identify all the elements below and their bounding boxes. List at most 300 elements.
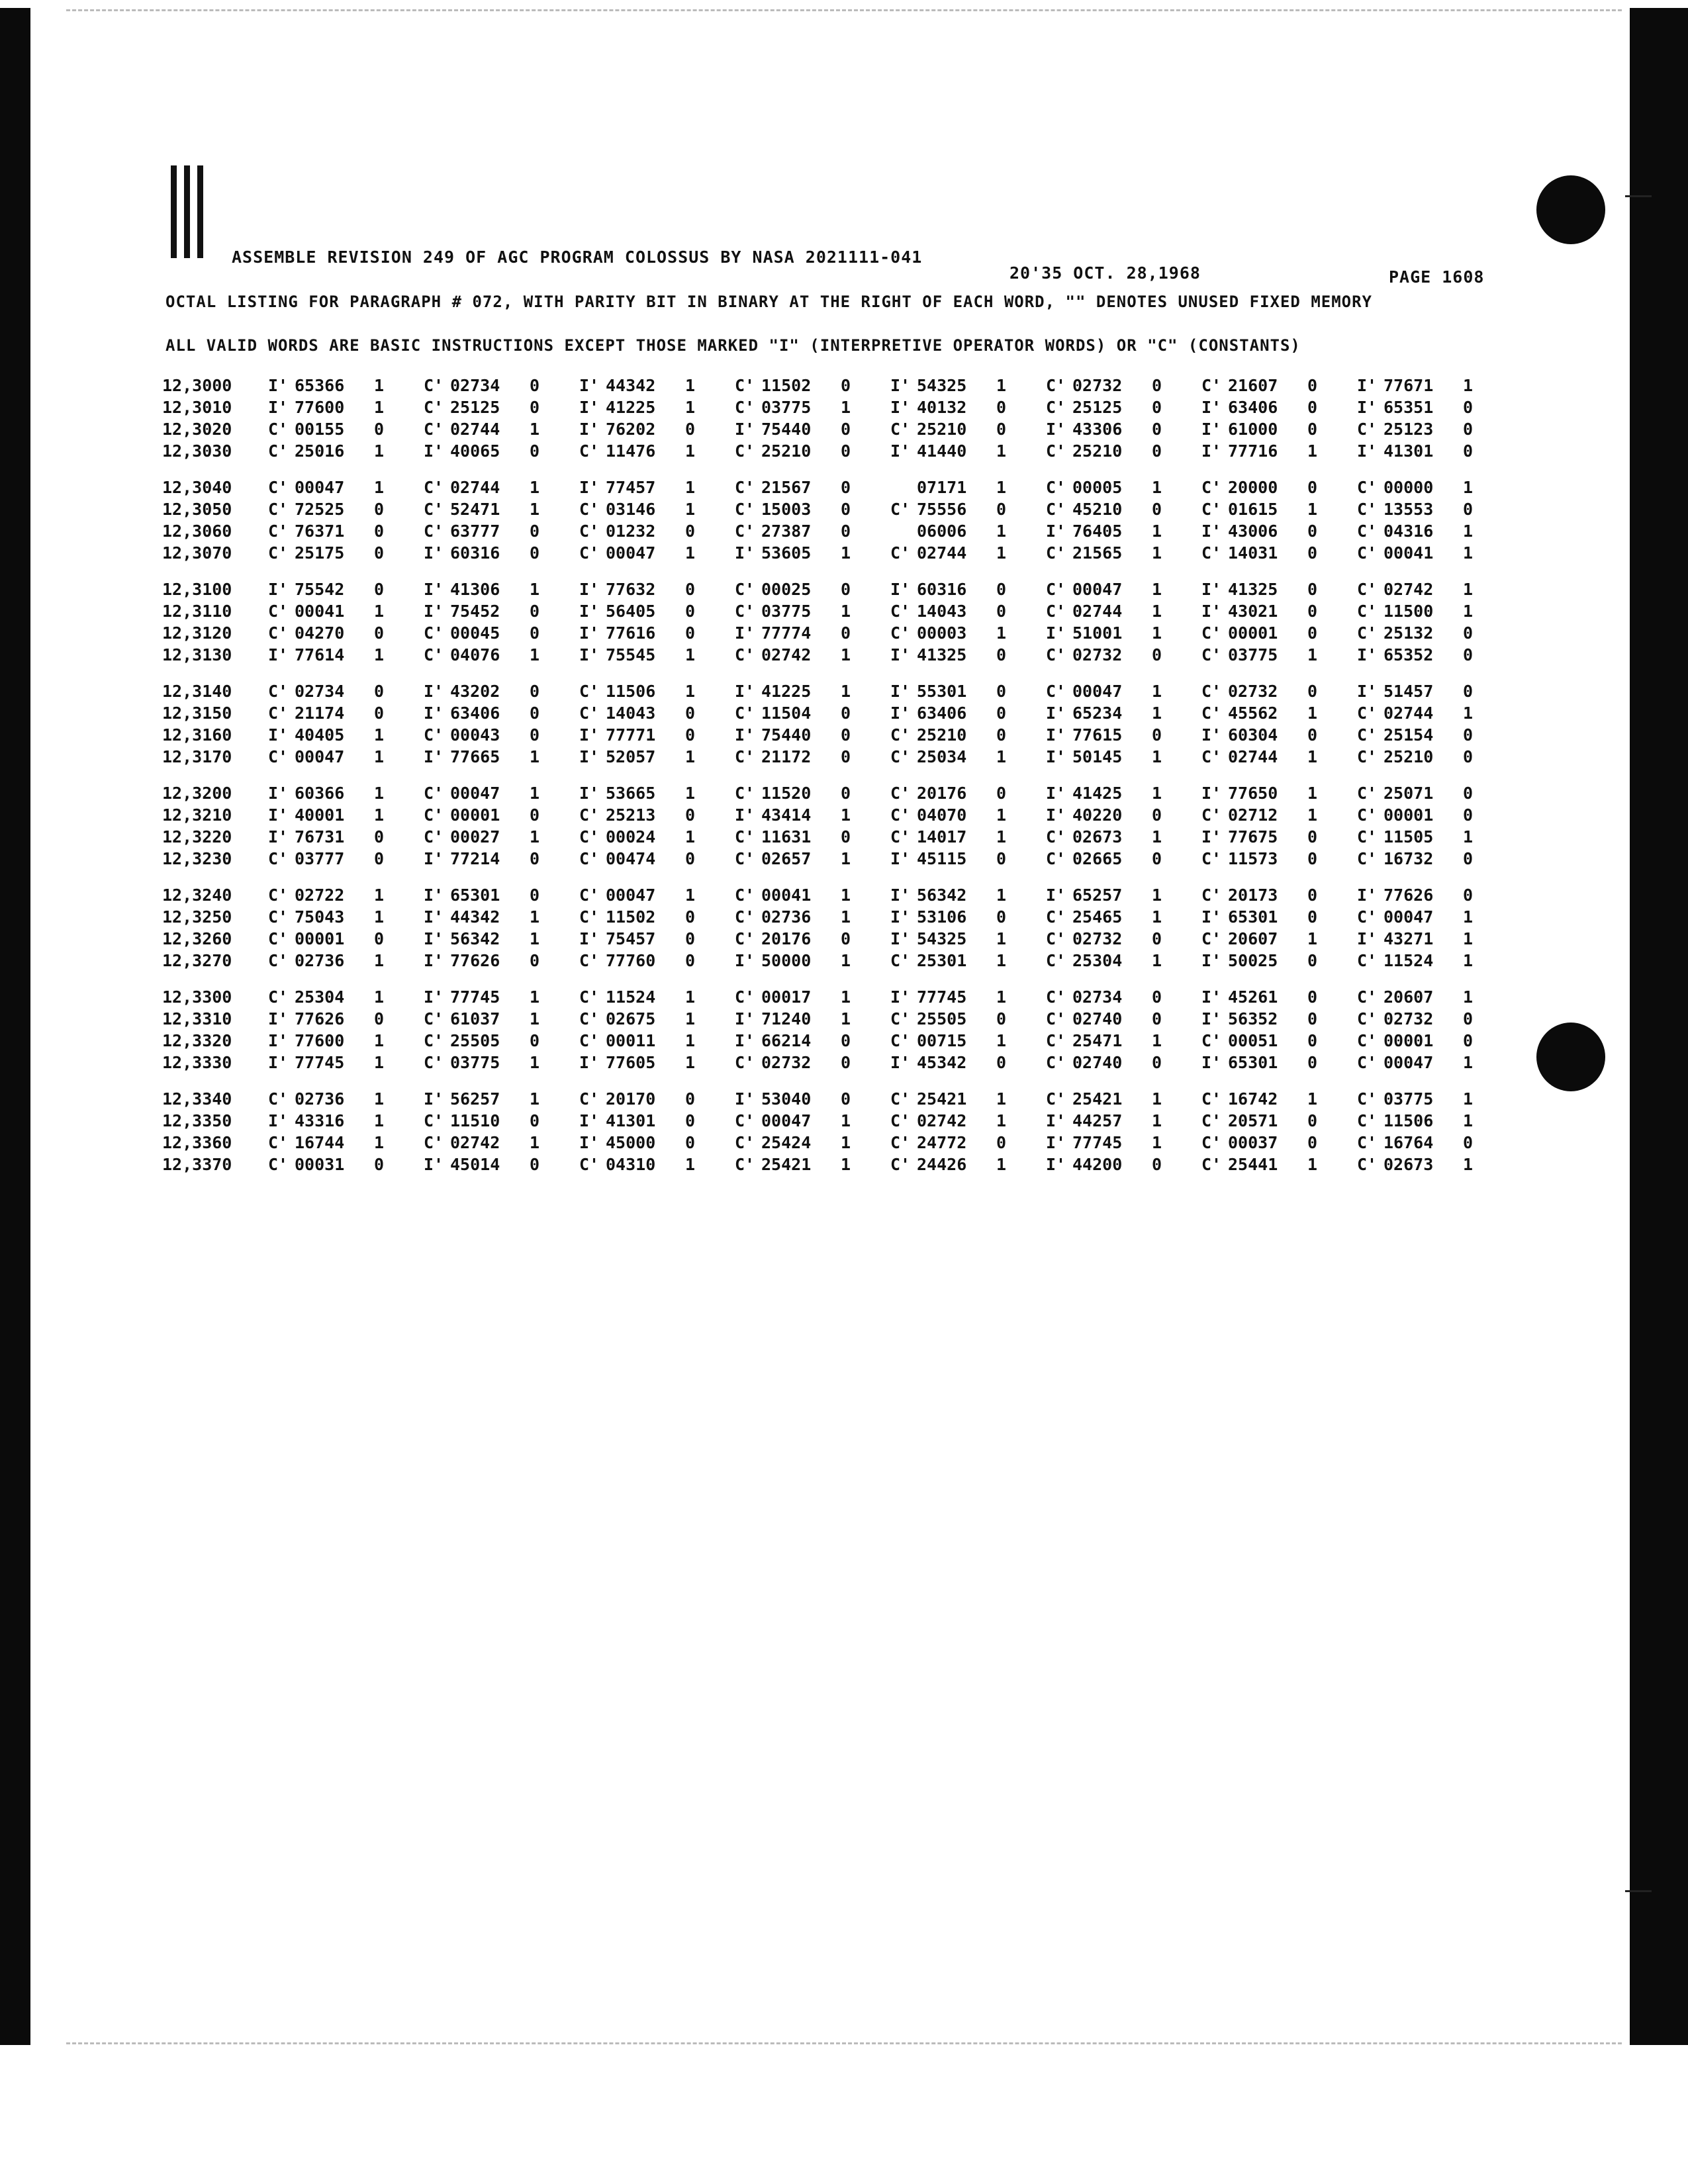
octal-value: 25304 xyxy=(1072,951,1123,970)
word-type-marker: C' xyxy=(268,522,289,541)
parity-bit: 1 xyxy=(1152,623,1162,643)
word-type-marker: I' xyxy=(579,929,600,948)
word-type-marker: I' xyxy=(1046,784,1066,803)
octal-value: 25210 xyxy=(1072,441,1123,461)
octal-word xyxy=(735,1089,890,1109)
octal-value: 77614 xyxy=(295,645,345,664)
octal-word xyxy=(579,1009,735,1028)
parity-bit: 0 xyxy=(841,704,851,723)
octal-value: 00041 xyxy=(1383,543,1434,563)
octal-value: 00001 xyxy=(1228,623,1278,643)
listing-block xyxy=(162,782,1513,870)
word-type-marker: C' xyxy=(735,441,755,461)
parity-bit: 0 xyxy=(1463,441,1474,461)
listing-row xyxy=(162,680,1513,702)
word-type-marker: I' xyxy=(890,907,911,927)
parity-bit: 1 xyxy=(1152,747,1162,766)
octal-word xyxy=(424,907,579,927)
parity-bit: 0 xyxy=(841,580,851,599)
octal-value: 11502 xyxy=(761,376,812,395)
listing-row xyxy=(162,375,1513,396)
octal-value: 41325 xyxy=(1228,580,1278,599)
octal-value: 03775 xyxy=(450,1053,500,1072)
word-type-marker: C' xyxy=(268,602,289,621)
parity-bit: 0 xyxy=(530,886,540,905)
parity-bit: 1 xyxy=(685,886,696,905)
word-type-marker: I' xyxy=(424,849,444,868)
octal-value: 65234 xyxy=(1072,704,1123,723)
parity-bit: 0 xyxy=(1307,907,1318,927)
octal-value: 77760 xyxy=(606,951,656,970)
parity-bit: 0 xyxy=(374,522,385,541)
word-type-marker: C' xyxy=(1201,500,1222,519)
octal-word xyxy=(579,376,735,395)
octal-value: 21567 xyxy=(761,478,812,497)
octal-value: 25071 xyxy=(1383,784,1434,803)
octal-value: 40065 xyxy=(450,441,500,461)
octal-word xyxy=(735,849,890,868)
word-type-marker: I' xyxy=(735,623,755,643)
word-type-marker: C' xyxy=(268,623,289,643)
listing-row xyxy=(162,804,1513,826)
octal-word xyxy=(735,1053,890,1072)
parity-bit: 0 xyxy=(1307,1009,1318,1028)
octal-word xyxy=(1357,725,1513,745)
octal-value: 25210 xyxy=(917,725,967,745)
octal-word xyxy=(1201,805,1357,825)
parity-bit: 1 xyxy=(685,398,696,417)
octal-word xyxy=(579,398,735,417)
word-type-marker: I' xyxy=(1046,623,1066,643)
parity-bit: 1 xyxy=(685,987,696,1007)
octal-word xyxy=(890,1053,1046,1072)
parity-bit: 0 xyxy=(530,951,540,970)
right-scan-edge xyxy=(1630,8,1688,2045)
parity-bit: 1 xyxy=(1152,602,1162,621)
parity-bit: 0 xyxy=(530,1111,540,1130)
octal-word xyxy=(268,951,424,970)
parity-bit: 0 xyxy=(685,602,696,621)
octal-word xyxy=(579,805,735,825)
octal-value: 77745 xyxy=(917,987,967,1007)
octal-value: 16764 xyxy=(1383,1133,1434,1152)
word-type-marker: I' xyxy=(890,1053,911,1072)
word-type-marker: I' xyxy=(1046,805,1066,825)
octal-value: 01615 xyxy=(1228,500,1278,519)
parity-bit: 0 xyxy=(1307,1053,1318,1072)
word-type-marker: I' xyxy=(1201,987,1222,1007)
parity-bit: 0 xyxy=(1152,500,1162,519)
octal-word xyxy=(268,747,424,766)
parity-bit: 0 xyxy=(1463,725,1474,745)
octal-value: 02673 xyxy=(1383,1155,1434,1174)
octal-word xyxy=(268,805,424,825)
octal-value: 00047 xyxy=(1072,682,1123,701)
parity-bit: 0 xyxy=(1463,784,1474,803)
octal-word xyxy=(1357,580,1513,599)
octal-word xyxy=(735,522,890,541)
parity-bit: 0 xyxy=(1307,1031,1318,1050)
listing-row xyxy=(162,1088,1513,1110)
parity-bit: 0 xyxy=(374,1009,385,1028)
word-type-marker: C' xyxy=(268,929,289,948)
margin-tick-top xyxy=(1625,195,1652,197)
parity-bit: 1 xyxy=(996,478,1007,497)
octal-word xyxy=(890,849,1046,868)
parity-bit: 1 xyxy=(530,1009,540,1028)
octal-word xyxy=(579,886,735,905)
listing-block xyxy=(162,578,1513,666)
word-type-marker: C' xyxy=(1201,543,1222,563)
octal-listing xyxy=(162,375,1513,1190)
octal-word xyxy=(1201,886,1357,905)
word-type-marker: C' xyxy=(579,441,600,461)
octal-value: 60304 xyxy=(1228,725,1278,745)
word-type-marker: I' xyxy=(890,441,911,461)
octal-word xyxy=(579,1133,735,1152)
listing-block xyxy=(162,1088,1513,1175)
word-type-marker: C' xyxy=(1046,1031,1066,1050)
octal-word xyxy=(1046,929,1201,948)
parity-bit: 0 xyxy=(996,602,1007,621)
octal-word xyxy=(1357,602,1513,621)
octal-word xyxy=(268,827,424,846)
octal-value: 77615 xyxy=(1072,725,1123,745)
parity-bit: 0 xyxy=(996,1009,1007,1028)
word-type-marker: C' xyxy=(735,376,755,395)
octal-value: 44342 xyxy=(450,907,500,927)
parity-bit: 1 xyxy=(996,747,1007,766)
octal-word xyxy=(268,441,424,461)
word-type-marker: C' xyxy=(424,398,444,417)
octal-value: 56342 xyxy=(917,886,967,905)
parity-bit: 1 xyxy=(1463,478,1474,497)
octal-word xyxy=(890,500,1046,519)
word-type-marker: C' xyxy=(1046,478,1066,497)
octal-value: 04316 xyxy=(1383,522,1434,541)
word-type-marker: C' xyxy=(735,580,755,599)
octal-word xyxy=(1357,682,1513,701)
octal-word xyxy=(735,886,890,905)
octal-word xyxy=(890,907,1046,927)
octal-word xyxy=(268,849,424,868)
octal-word xyxy=(268,682,424,701)
octal-value: 40001 xyxy=(295,805,345,825)
parity-bit: 1 xyxy=(841,682,851,701)
octal-value: 00037 xyxy=(1228,1133,1278,1152)
word-type-marker: I' xyxy=(735,1009,755,1028)
memory-address: 12,3200 xyxy=(162,784,232,803)
word-type-marker: C' xyxy=(1201,645,1222,664)
word-type-marker: C' xyxy=(268,907,289,927)
octal-value: 02744 xyxy=(1383,704,1434,723)
octal-value: 00001 xyxy=(450,805,500,825)
word-type-marker: C' xyxy=(1357,500,1378,519)
octal-value: 25123 xyxy=(1383,420,1434,439)
parity-bit: 1 xyxy=(1463,580,1474,599)
word-type-marker: I' xyxy=(890,886,911,905)
octal-word xyxy=(1357,420,1513,439)
octal-word xyxy=(1201,500,1357,519)
octal-word xyxy=(1201,907,1357,927)
parity-bit: 0 xyxy=(374,704,385,723)
octal-value: 54325 xyxy=(917,929,967,948)
word-type-marker: C' xyxy=(1201,805,1222,825)
octal-word xyxy=(1046,1031,1201,1050)
octal-value: 75545 xyxy=(606,645,656,664)
octal-value: 02732 xyxy=(1228,682,1278,701)
octal-value: 75457 xyxy=(606,929,656,948)
parity-bit: 1 xyxy=(841,1133,851,1152)
octal-word xyxy=(890,725,1046,745)
parity-bit: 1 xyxy=(530,1053,540,1072)
octal-value: 65301 xyxy=(1228,907,1278,927)
word-type-marker: C' xyxy=(1046,398,1066,417)
parity-bit: 0 xyxy=(841,623,851,643)
word-type-marker: C' xyxy=(1046,929,1066,948)
parity-bit: 1 xyxy=(996,623,1007,643)
memory-address: 12,3300 xyxy=(162,987,232,1007)
word-type-marker: I' xyxy=(735,951,755,970)
parity-bit: 0 xyxy=(1463,645,1474,664)
octal-value: 76731 xyxy=(295,827,345,846)
octal-word xyxy=(424,580,579,599)
octal-value: 07171 xyxy=(917,478,967,497)
octal-value: 02712 xyxy=(1228,805,1278,825)
listing-row xyxy=(162,498,1513,520)
octal-word xyxy=(890,420,1046,439)
octal-word xyxy=(1201,522,1357,541)
parity-bit: 0 xyxy=(1463,747,1474,766)
octal-value: 00047 xyxy=(1383,907,1434,927)
word-type-marker: I' xyxy=(890,987,911,1007)
parity-bit: 0 xyxy=(685,1089,696,1109)
octal-value: 25034 xyxy=(917,747,967,766)
top-perforation-line xyxy=(66,9,1622,11)
parity-bit: 1 xyxy=(1152,580,1162,599)
octal-value: 00025 xyxy=(761,580,812,599)
parity-bit: 0 xyxy=(841,929,851,948)
word-type-marker: C' xyxy=(579,522,600,541)
octal-word xyxy=(890,441,1046,461)
octal-value: 53040 xyxy=(761,1089,812,1109)
word-type-marker: C' xyxy=(579,951,600,970)
octal-word xyxy=(1201,478,1357,497)
word-type-marker: I' xyxy=(424,987,444,1007)
word-type-marker: I' xyxy=(1201,420,1222,439)
octal-value: 00047 xyxy=(450,784,500,803)
octal-value: 56342 xyxy=(450,929,500,948)
octal-word xyxy=(1357,951,1513,970)
octal-word xyxy=(579,543,735,563)
parity-bit: 0 xyxy=(685,623,696,643)
octal-value: 20571 xyxy=(1228,1111,1278,1130)
octal-word xyxy=(424,500,579,519)
octal-value: 14043 xyxy=(606,704,656,723)
octal-value: 21565 xyxy=(1072,543,1123,563)
word-type-marker: C' xyxy=(424,805,444,825)
parity-bit: 1 xyxy=(685,478,696,497)
parity-bit: 1 xyxy=(841,398,851,417)
octal-value: 00715 xyxy=(917,1031,967,1050)
word-type-marker: C' xyxy=(735,1053,755,1072)
parity-bit: 1 xyxy=(1307,805,1318,825)
parity-bit: 0 xyxy=(530,543,540,563)
parity-bit: 1 xyxy=(841,543,851,563)
octal-word xyxy=(424,478,579,497)
word-type-marker: C' xyxy=(1201,1089,1222,1109)
octal-word xyxy=(890,1031,1046,1050)
octal-value: 71240 xyxy=(761,1009,812,1028)
octal-word xyxy=(579,478,735,497)
octal-word xyxy=(1046,1053,1201,1072)
word-type-marker: C' xyxy=(735,784,755,803)
octal-word xyxy=(268,522,424,541)
word-type-marker: I' xyxy=(1201,827,1222,846)
octal-value: 04270 xyxy=(295,623,345,643)
parity-bit: 1 xyxy=(1463,704,1474,723)
octal-word xyxy=(424,420,579,439)
word-type-marker: C' xyxy=(424,1009,444,1028)
octal-value: 14017 xyxy=(917,827,967,846)
octal-value: 76405 xyxy=(1072,522,1123,541)
parity-bit: 1 xyxy=(996,1031,1007,1050)
octal-word xyxy=(268,907,424,927)
octal-word xyxy=(735,1133,890,1152)
octal-word xyxy=(1201,827,1357,846)
word-type-marker: C' xyxy=(890,1089,911,1109)
octal-value: 76371 xyxy=(295,522,345,541)
octal-value: 00045 xyxy=(450,623,500,643)
octal-value: 77675 xyxy=(1228,827,1278,846)
parity-bit: 0 xyxy=(530,805,540,825)
octal-value: 11476 xyxy=(606,441,656,461)
parity-bit: 0 xyxy=(1307,1133,1318,1152)
parity-bit: 0 xyxy=(685,725,696,745)
parity-bit: 1 xyxy=(530,1089,540,1109)
word-type-marker: I' xyxy=(424,951,444,970)
octal-word xyxy=(1357,645,1513,664)
word-type-marker: I' xyxy=(268,784,289,803)
octal-value: 41225 xyxy=(761,682,812,701)
octal-value: 60316 xyxy=(450,543,500,563)
word-type-marker: I' xyxy=(890,929,911,948)
parity-bit: 0 xyxy=(685,929,696,948)
word-type-marker: C' xyxy=(1357,602,1378,621)
listing-row xyxy=(162,1052,1513,1073)
octal-word xyxy=(1046,500,1201,519)
parity-bit: 0 xyxy=(996,1053,1007,1072)
word-type-marker: C' xyxy=(1201,704,1222,723)
listing-row xyxy=(162,724,1513,746)
octal-value: 40405 xyxy=(295,725,345,745)
parity-bit: 1 xyxy=(530,827,540,846)
parity-bit: 0 xyxy=(841,784,851,803)
octal-value: 00024 xyxy=(606,827,656,846)
parity-bit: 1 xyxy=(685,543,696,563)
octal-value: 11502 xyxy=(606,907,656,927)
parity-bit: 1 xyxy=(1463,376,1474,395)
octal-word xyxy=(1357,704,1513,723)
octal-value: 43202 xyxy=(450,682,500,701)
word-type-marker: C' xyxy=(268,951,289,970)
word-type-marker: C' xyxy=(268,704,289,723)
memory-address: 12,3140 xyxy=(162,682,232,701)
listing-row xyxy=(162,644,1513,666)
octal-word xyxy=(579,682,735,701)
octal-word xyxy=(890,522,1046,541)
parity-bit: 0 xyxy=(685,951,696,970)
octal-value: 56352 xyxy=(1228,1009,1278,1028)
octal-value: 00474 xyxy=(606,849,656,868)
word-type-marker: C' xyxy=(1357,805,1378,825)
word-type-marker: I' xyxy=(579,580,600,599)
word-type-marker: C' xyxy=(579,543,600,563)
octal-value: 75440 xyxy=(761,420,812,439)
octal-value: 02732 xyxy=(1072,929,1123,948)
octal-value: 02657 xyxy=(761,849,812,868)
parity-bit: 0 xyxy=(1152,398,1162,417)
parity-bit: 1 xyxy=(996,886,1007,905)
listing-row xyxy=(162,746,1513,768)
word-type-marker: I' xyxy=(1046,522,1066,541)
octal-word xyxy=(1357,747,1513,766)
octal-value: 77745 xyxy=(295,1053,345,1072)
word-type-marker: C' xyxy=(1357,747,1378,766)
word-type-marker: I' xyxy=(1357,929,1378,948)
parity-bit: 1 xyxy=(1307,441,1318,461)
octal-word xyxy=(890,827,1046,846)
octal-value: 20607 xyxy=(1228,929,1278,948)
word-type-marker: C' xyxy=(1046,580,1066,599)
octal-word xyxy=(579,500,735,519)
word-type-marker: C' xyxy=(1201,682,1222,701)
octal-value: 00047 xyxy=(606,886,656,905)
word-type-marker: C' xyxy=(1357,580,1378,599)
octal-value: 02673 xyxy=(1072,827,1123,846)
parity-bit: 0 xyxy=(1307,951,1318,970)
octal-word xyxy=(1201,602,1357,621)
octal-value: 02732 xyxy=(1072,645,1123,664)
octal-word xyxy=(424,1031,579,1050)
word-type-marker: C' xyxy=(1046,645,1066,664)
parity-bit: 1 xyxy=(374,1111,385,1130)
octal-word xyxy=(1201,376,1357,395)
listing-row xyxy=(162,440,1513,462)
parity-bit: 1 xyxy=(685,682,696,701)
parity-bit: 0 xyxy=(374,623,385,643)
parity-bit: 0 xyxy=(685,1111,696,1130)
parity-bit: 0 xyxy=(996,645,1007,664)
octal-value: 77214 xyxy=(450,849,500,868)
word-type-marker: I' xyxy=(579,784,600,803)
octal-value: 50145 xyxy=(1072,747,1123,766)
parity-bit: 0 xyxy=(374,827,385,846)
octal-word xyxy=(1201,682,1357,701)
octal-word xyxy=(1046,704,1201,723)
word-type-marker: I' xyxy=(1201,725,1222,745)
octal-value: 20173 xyxy=(1228,886,1278,905)
parity-bit: 0 xyxy=(1463,682,1474,701)
listing-row xyxy=(162,542,1513,564)
octal-value: 11500 xyxy=(1383,602,1434,621)
parity-bit: 0 xyxy=(841,420,851,439)
octal-value: 03775 xyxy=(761,398,812,417)
word-type-marker: C' xyxy=(1357,1111,1378,1130)
parity-bit: 0 xyxy=(1463,420,1474,439)
octal-value: 77632 xyxy=(606,580,656,599)
parity-bit: 0 xyxy=(1152,805,1162,825)
